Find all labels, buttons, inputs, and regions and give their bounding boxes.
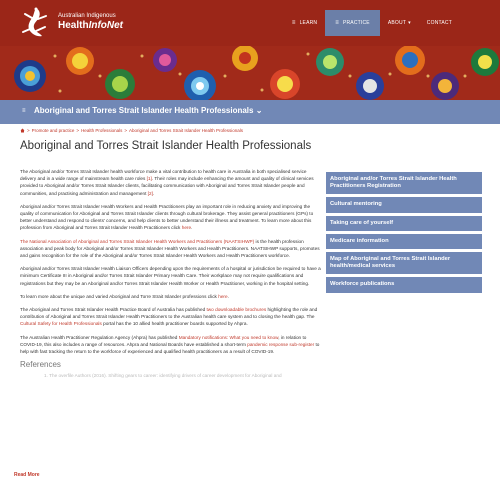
- text: .: [227, 293, 229, 299]
- page-title: Aboriginal and Torres Strait Islander Health Professionals: [20, 140, 312, 152]
- paragraph: [20, 293, 322, 300]
- paragraph: [20, 334, 322, 356]
- home-icon[interactable]: [20, 128, 25, 133]
- reference-link[interactable]: [1]: [146, 176, 152, 182]
- sidebar-item-registration[interactable]: Aboriginal and/or Torres Strait Islander Health Practitioners Registration: [326, 172, 482, 194]
- text: The Aboriginal and Torres Strait Islander Health Practice Board of Australia has published: [20, 307, 207, 313]
- breadcrumb: [20, 128, 243, 133]
- section-menu-bar[interactable]: [0, 100, 500, 124]
- text: Aboriginal and/or Torres Strait Islander Health Workers and Health Practitioners play an important role in reducing anxiety and improving the quality of communication for Aboriginal and Torres Strait Islander clients through cultural brokerage. They assist general practitioners (GPs) to better understand and respond to clients' concerns, and help clients to better understand their illness and treatment. To learn more about this profession from Aboriginal and Torres Strait Islander Health Practitioners click: [20, 203, 314, 231]
- reference-item: 1. The overfile Authors (2016). Shifting gears to career: identifying drivers of career development for Aboriginal and: [44, 373, 282, 379]
- text: to help with fast tracking the return to the workforce of experienced and qualified health practitioners as a result of COVID-19.: [20, 341, 320, 355]
- paragraph: [20, 168, 322, 197]
- sidebar-item-map-services[interactable]: Map of Aboriginal and Torres Strait Islander health/medical services: [326, 252, 482, 274]
- sidebar-item-taking-care[interactable]: Taking care of yourself: [326, 216, 482, 231]
- aboriginal-art-banner-image: [0, 46, 500, 100]
- nav-practice[interactable]: [325, 10, 380, 36]
- sub-register-link[interactable]: pandemic response sub-register: [247, 341, 315, 347]
- nav-about[interactable]: [380, 12, 419, 34]
- nav-label: CONTACT: [426, 20, 452, 26]
- site-header: [0, 0, 500, 46]
- text: . Their roles may include enhancing the amount and quality of clinical services provided to Aboriginal and/or Torres Strait Islander clients, facilitating communication with Aboriginal and Torres Strait Islander people and communities, and practising administration and management: [20, 176, 314, 196]
- menu-icon: ≡: [335, 20, 339, 26]
- sidebar: [326, 172, 482, 296]
- menu-icon: ≡: [291, 20, 296, 26]
- breadcrumb-separator: >: [124, 128, 127, 133]
- logo-tagline: Australian Indigenous: [58, 13, 116, 19]
- lizard-logo-icon: [18, 5, 54, 41]
- read-more-link[interactable]: Read More: [14, 472, 40, 478]
- site-logo[interactable]: [18, 5, 158, 41]
- text: .: [191, 225, 193, 231]
- text: To learn more about the unique and varied Aboriginal and Torre Strait Islander professions click: [20, 293, 219, 299]
- nav-contact[interactable]: [419, 12, 460, 34]
- references-heading: References: [20, 360, 61, 370]
- breadcrumb-separator: >: [27, 128, 30, 133]
- breadcrumb-item[interactable]: Health Professionals: [81, 128, 123, 133]
- mandatory-notifications-link[interactable]: Mandatory notifications: What you need to know: [178, 334, 279, 340]
- breadcrumb-separator: >: [76, 128, 80, 133]
- chevron-down-icon: ▾: [408, 20, 411, 26]
- sidebar-item-medicare[interactable]: Medicare information: [326, 234, 482, 249]
- text: highlighting the role and contribution of Aboriginal and Torres Strait Islander Health Practitioners to the Australian health care system and to closing the health gap. The: [20, 307, 318, 320]
- nav-label: ABOUT: [387, 20, 407, 26]
- nav-learn[interactable]: [284, 12, 325, 34]
- paragraph: [20, 238, 322, 260]
- artwork-banner: [0, 46, 500, 100]
- nav-label: PRACTICE: [342, 20, 370, 26]
- text: The Aboriginal and/or Torres Strait Islander health workforce make a vital contribution to health care in Australia in both specialised service delivery and in a wide range of mainstream health care roles: [20, 169, 307, 182]
- main-nav: [284, 12, 460, 34]
- breadcrumb-item[interactable]: Aboriginal and Torres Strait Islander Health Professionals: [128, 128, 243, 133]
- nav-label: LEARN: [299, 20, 318, 26]
- cultural-safety-link[interactable]: Cultural Safety for Health Professionals: [20, 321, 102, 327]
- logo-name: HealthInfoNet: [58, 20, 124, 31]
- section-title: Aboriginal and Torres Strait Islander Health Professionals ⌄: [34, 106, 263, 115]
- text: is the health profession association and peak body for Aboriginal and/or Torres Strait Islander Health Workers and Health Practitioners. NAATSIHWP supports, promotes and gains recognition for the role of the Aboriginal and/or Torres Strait Islander Health Workers and Health Practitioners workforce.: [20, 238, 320, 259]
- here-link[interactable]: here: [218, 293, 228, 299]
- main-content: [20, 168, 322, 380]
- sidebar-item-cultural-mentoring[interactable]: Cultural mentoring: [326, 197, 482, 212]
- naatsihwp-link[interactable]: The National Association of Aboriginal and Torres Strait Islander Health Workers and Practitioners (NAATSIHWP): [20, 238, 255, 244]
- sidebar-item-workforce-publications[interactable]: Workforce publications: [326, 277, 482, 292]
- here-link[interactable]: here: [181, 225, 192, 231]
- text: The Australian Health Practitioner Regulation Agency (Ahpra) has published: [20, 334, 179, 340]
- paragraph: [20, 203, 322, 232]
- paragraph: Aboriginal and/or Torres Strait Islander Health Liaison Officers depending upon the requirements of a hospital or jurisdiction be required to have a minimum Certificate III in Aboriginal and/or Torres Strait Islander Primary Health Care. Their workplace may not require qualifications and registrations but they may be an Aboriginal and/or Torres Strait Islander Health Worker or Health Practitioner, working in the hospital setting.: [20, 266, 321, 286]
- brochures-link[interactable]: two downloadable brochures: [206, 307, 267, 313]
- menu-icon: ≡: [22, 108, 26, 114]
- breadcrumb-item[interactable]: Promote and practice: [31, 128, 75, 133]
- chevron-down-icon: ⌄: [255, 106, 263, 115]
- paragraph: [20, 306, 322, 328]
- text: .: [152, 190, 155, 196]
- reference-link[interactable]: [2]: [147, 190, 153, 196]
- text: portal has the 10 allied health practitioner boards supported by Ahpra.: [101, 321, 248, 327]
- text: , in relation to COVID-19, this also includes a range of resources. Ahpra and National Boards have established a short-term: [20, 334, 307, 347]
